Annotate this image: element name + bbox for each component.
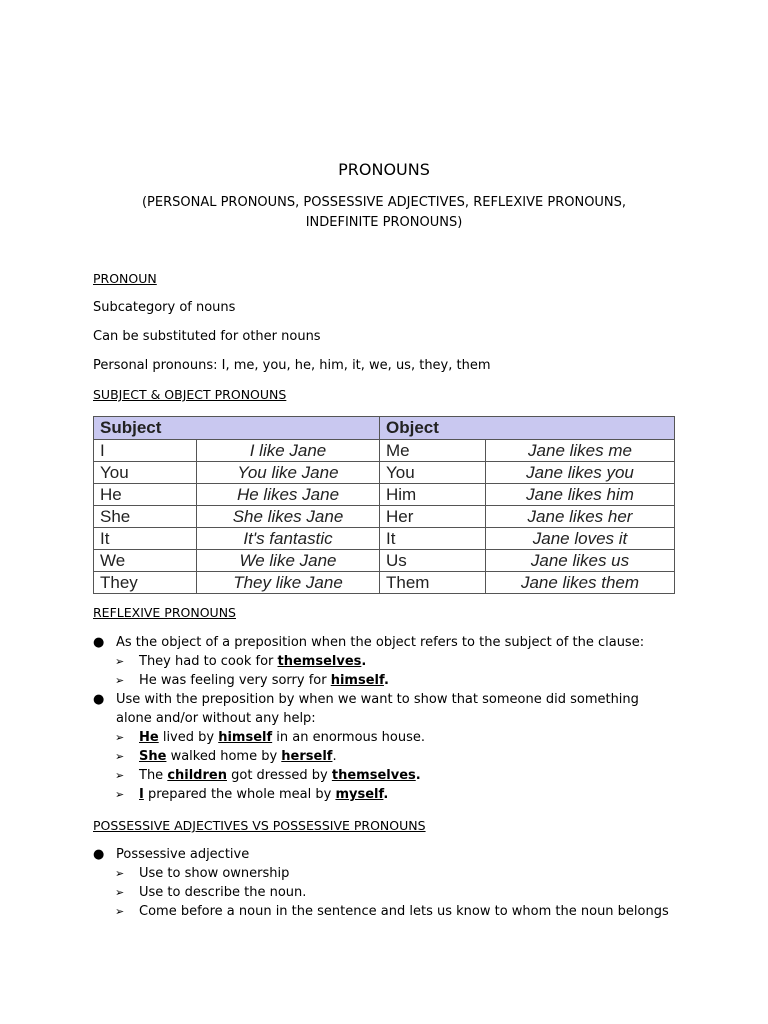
table-row (94, 550, 675, 572)
list-item (93, 883, 693, 902)
example-punct: . (383, 673, 389, 688)
arrow-bullet-icon: ➢ (115, 674, 125, 687)
bullet-text: Use with the preposition by when we want to show that someone did something alone and/or without any help: (116, 692, 639, 726)
bullet-icon: ● (93, 847, 105, 862)
example-text: in an enormous house. (272, 730, 426, 745)
table-cell: Me (380, 440, 486, 462)
example-text: They had to cook for (139, 654, 278, 669)
table-cell: You like Jane (197, 462, 380, 484)
table-cell: It's fantastic (197, 528, 380, 550)
table-cell: Jane likes you (486, 462, 675, 484)
table-cell: He likes Jane (197, 484, 380, 506)
list-item (93, 690, 676, 728)
pronoun-line-3: Personal pronouns: I, me, you, he, him, it, we, us, they, them (93, 358, 491, 373)
example-keyword: himself (218, 730, 273, 745)
example-keyword: themselves (277, 654, 362, 669)
bullet-icon: ● (93, 635, 105, 650)
example-punct: . (383, 787, 389, 802)
bullet-text: Possessive adjective (116, 847, 250, 862)
table-cell: Us (380, 550, 486, 572)
table-cell: I (94, 440, 197, 462)
table-cell: It (380, 528, 486, 550)
example-punct: . (415, 768, 421, 783)
list-item (93, 766, 693, 785)
table-cell: Them (380, 572, 486, 594)
table-cell: Jane loves it (486, 528, 675, 550)
table-cell: It (94, 528, 197, 550)
table-cell: You (380, 462, 486, 484)
table-header-subject: Subject (94, 417, 380, 440)
list-item (93, 633, 693, 652)
table-cell: You (94, 462, 197, 484)
example-keyword: themselves (331, 768, 416, 783)
table-row (94, 506, 675, 528)
table-cell: Her (380, 506, 486, 528)
list-item (93, 785, 693, 804)
example-text: got dressed by (226, 768, 332, 783)
example-text: . (332, 749, 337, 764)
table-row (94, 440, 675, 462)
list-item (93, 902, 693, 921)
table-cell: Jane likes him (486, 484, 675, 506)
table-cell: They (94, 572, 197, 594)
arrow-bullet-icon: ➢ (115, 788, 125, 801)
pronoun-line-1: Subcategory of nouns (93, 300, 236, 315)
possessive-heading: POSSESSIVE ADJECTIVES VS POSSESSIVE PRONOUNS (93, 818, 426, 833)
arrow-bullet-icon: ➢ (115, 769, 125, 782)
example-keyword: myself (335, 787, 384, 802)
bullet-icon: ● (93, 692, 105, 707)
table-cell: We (94, 550, 197, 572)
example-keyword: herself (281, 749, 333, 764)
example-text: lived by (158, 730, 219, 745)
table-header-row (94, 417, 675, 440)
arrow-bullet-icon: ➢ (115, 886, 125, 899)
table-header-object: Object (380, 417, 675, 440)
sub-item-text: Use to show ownership (139, 866, 290, 881)
arrow-bullet-icon: ➢ (115, 750, 125, 763)
list-item (93, 728, 693, 747)
example-keyword: I (139, 787, 144, 802)
possessive-list (93, 845, 693, 921)
table-cell: I like Jane (197, 440, 380, 462)
list-item (93, 652, 693, 671)
reflexive-list (93, 633, 693, 804)
sub-item-text: Use to describe the noun. (139, 885, 307, 900)
arrow-bullet-icon: ➢ (115, 731, 125, 744)
example-keyword: children (167, 768, 227, 783)
arrow-bullet-icon: ➢ (115, 905, 125, 918)
example-text: The (139, 768, 168, 783)
table-row (94, 528, 675, 550)
table-cell: He (94, 484, 197, 506)
table-row (94, 484, 675, 506)
table-cell: They like Jane (197, 572, 380, 594)
example-text: He was feeling very sorry for (139, 673, 331, 688)
table-row (94, 572, 675, 594)
page-title: PRONOUNS (338, 160, 430, 179)
arrow-bullet-icon: ➢ (115, 867, 125, 880)
table-cell: We like Jane (197, 550, 380, 572)
pronoun-line-2: Can be substituted for other nouns (93, 329, 321, 344)
pronoun-heading: PRONOUN (93, 271, 157, 286)
subject-object-heading: SUBJECT & OBJECT PRONOUNS (93, 387, 287, 402)
list-item (93, 671, 693, 690)
list-item (93, 864, 693, 883)
example-text: prepared the whole meal by (143, 787, 336, 802)
table-cell: Jane likes us (486, 550, 675, 572)
example-punct: . (361, 654, 367, 669)
bullet-text: As the object of a preposition when the object refers to the subject of the clause: (116, 635, 645, 650)
table-cell: Jane likes me (486, 440, 675, 462)
subject-object-table (93, 416, 675, 594)
sub-item-text: Come before a noun in the sentence and lets us know to whom the noun belongs (139, 904, 669, 919)
page-subtitle: (PERSONAL PRONOUNS, POSSESSIVE ADJECTIVES, REFLEXIVE PRONOUNS, INDEFINITE PRONOUNS) (141, 195, 627, 230)
reflexive-heading: REFLEXIVE PRONOUNS (93, 605, 236, 620)
table-cell: Him (380, 484, 486, 506)
table-cell: Jane likes her (486, 506, 675, 528)
table-cell: She likes Jane (197, 506, 380, 528)
list-item (93, 747, 693, 766)
example-keyword: He (139, 730, 159, 745)
table-cell: She (94, 506, 197, 528)
example-text: walked home by (166, 749, 282, 764)
example-keyword: She (139, 749, 167, 764)
arrow-bullet-icon: ➢ (115, 655, 125, 668)
example-keyword: himself (330, 673, 384, 688)
table-cell: Jane likes them (486, 572, 675, 594)
table-row (94, 462, 675, 484)
list-item (93, 845, 693, 864)
